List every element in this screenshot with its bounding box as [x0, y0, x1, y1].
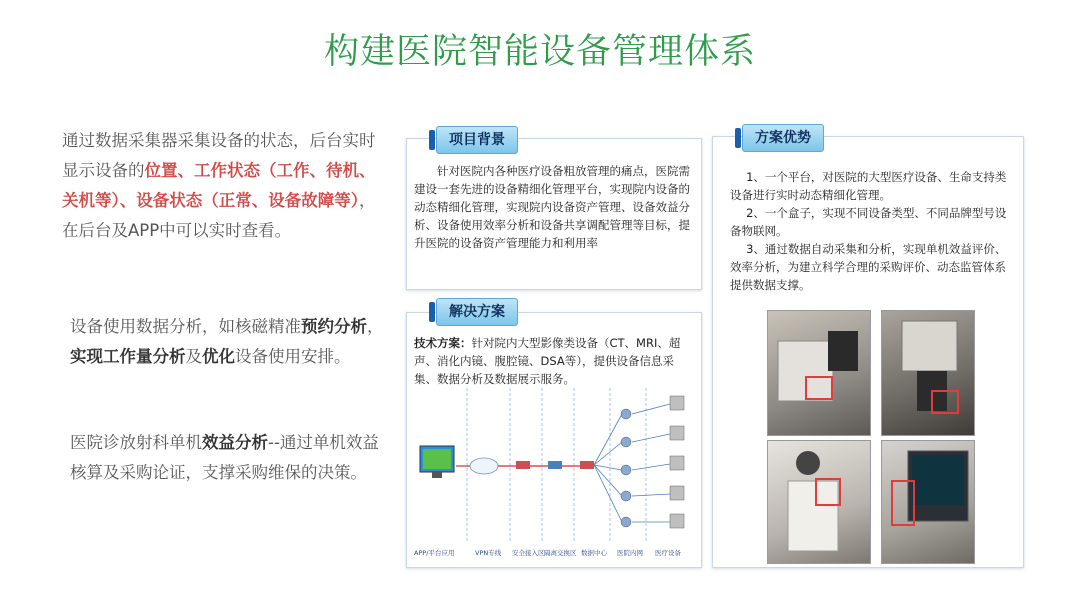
device-photo-4: [881, 440, 975, 564]
device-photo-3: [767, 440, 871, 564]
diagram-label: 医院内网: [617, 549, 643, 557]
diagram-label: 隔离交换区: [544, 549, 577, 557]
bold-text: 优化: [202, 347, 235, 366]
device-photo-2-drawing: [882, 311, 974, 435]
bold-text: 实现工作量分析: [70, 347, 186, 366]
paragraph-benefit-analysis: [70, 428, 390, 488]
paragraph-status-monitoring: [62, 126, 387, 246]
bold-text: 预约分析: [301, 317, 367, 336]
text: 设备使用数据分析，如核磁精准: [70, 317, 301, 336]
diagram-label: 数据中心: [581, 549, 607, 557]
device-photo-3-drawing: [768, 441, 870, 563]
page-title: 构建医院智能设备管理体系: [323, 32, 756, 72]
solution-label: 技术方案：: [414, 336, 472, 350]
tag-advantages: 方案优势: [742, 124, 824, 152]
text: 通过数据采集器采集设备的状态，后台实时显示设备的: [62, 131, 376, 180]
solution-body: 针对院内大型影像类设备（CT、MRI、超声、消化内镜、腹腔镜、DSA等），提供设备信息采集、数据分析及数据展示服务。: [414, 336, 681, 386]
network-diagram: [412, 384, 696, 560]
diagram-label: 医疗设备: [655, 549, 681, 557]
advantage-item: 2、一个盒子，实现不同设备类型、不同品牌型号设备物联网。: [730, 206, 1007, 238]
background-text: 针对医院内各种医疗设备粗放管理的痛点，医院需建设一套先进的设备精细化管理平台，实现院内设备的动态精细化管理，实现院内设备资产管理、设备效益分析、设备使用效率分析和设备共享调配管理等目标，提升医院的设备资产管理能力和利用率: [414, 164, 690, 250]
text: 医院诊放射科单机: [70, 433, 202, 452]
paragraph-usage-analysis: [70, 312, 390, 372]
tag-solution: 解决方案: [436, 298, 518, 326]
diagram-label: VPN专线: [475, 549, 502, 557]
advantage-list: [730, 168, 1012, 294]
device-photo-1-drawing: [768, 311, 870, 435]
text: 设备使用安排。: [235, 347, 351, 366]
text: ，: [367, 317, 384, 336]
bold-text: 效益分析: [202, 433, 268, 452]
text: ，在后台及APP中可以实时查看。: [62, 191, 376, 240]
device-photo-1: [767, 310, 871, 436]
advantage-item: 3、通过数据自动采集和分析，实现单机效益评价、效率分析，为建立科学合理的采购评价、动态监管体系提供数据支撑。: [730, 242, 1007, 292]
solution-text: [414, 334, 694, 388]
device-photo-2: [881, 310, 975, 436]
advantage-item: 1、一个平台，对医院的大型医疗设备、生命支持类设备进行实时动态精细化管理。: [730, 170, 1007, 202]
highlight-text: 位置、工作状态（工作、待机、关机等）、设备状态（正常、设备故障等）: [62, 161, 376, 210]
text: 及: [185, 347, 202, 366]
text: --通过单机效益核算及采购论证，支撑采购维保的决策。: [70, 433, 379, 482]
tag-project-background: 项目背景: [436, 126, 518, 154]
diagram-label: 安全接入区: [512, 549, 545, 557]
device-photo-4-drawing: [882, 441, 974, 563]
diagram-label: APP/平台应用: [414, 549, 455, 557]
